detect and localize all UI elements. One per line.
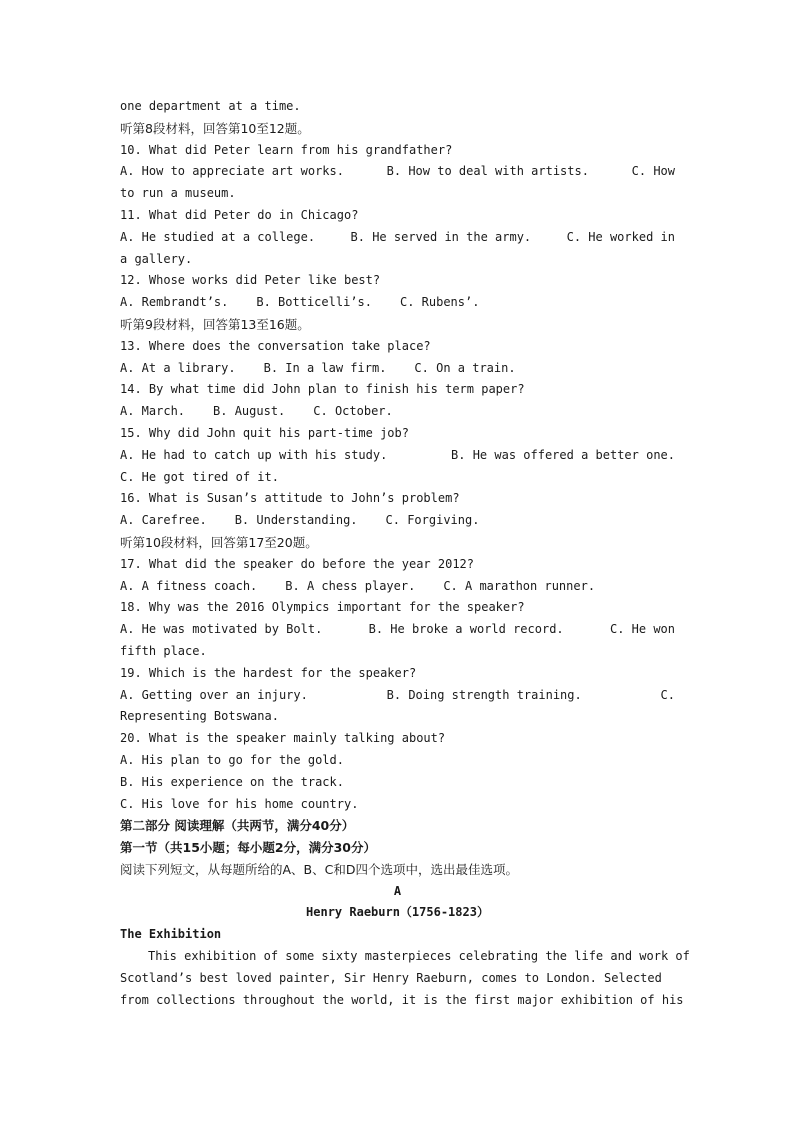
section-instruction: 听第10段材料，回答第17至20题。 bbox=[120, 534, 318, 550]
question-13-options bbox=[120, 358, 675, 380]
option-c-continued: to run a museum. bbox=[120, 186, 236, 201]
option-b: B. He broke a world record. bbox=[368, 622, 564, 637]
question-19: 19. Which is the hardest for the speaker? bbox=[120, 665, 417, 680]
option-a: A. How to appreciate art works. bbox=[120, 164, 344, 179]
question-14-options bbox=[120, 401, 675, 423]
option-b: B. His experience on the track. bbox=[120, 774, 344, 789]
passage-title: Henry Raeburn（1756-1823） bbox=[306, 905, 489, 920]
option-b: B. Doing strength training. bbox=[386, 687, 582, 702]
option-b: B. August. bbox=[213, 404, 286, 419]
paragraph-line: This exhibition of some sixty masterpieces celebrating the life and work of bbox=[148, 949, 690, 964]
question-15-options bbox=[120, 445, 675, 467]
paragraph-line: Scotland’s best loved painter, Sir Henry Raeburn, comes to London. Selected bbox=[120, 970, 662, 985]
question-11-options bbox=[120, 227, 675, 249]
question-18: 18. Why was the 2016 Olympics important for the speaker? bbox=[120, 600, 525, 615]
option-c-continued: a gallery. bbox=[120, 251, 193, 266]
question-12-options bbox=[120, 292, 675, 314]
option-c: C. A marathon runner. bbox=[443, 578, 596, 593]
question-17: 17. What did the speaker do before the year 2012? bbox=[120, 556, 475, 571]
option-c: C. He got tired of it. bbox=[120, 469, 279, 484]
option-c: C. He worked in bbox=[566, 229, 675, 244]
option-c-continued: fifth place. bbox=[120, 643, 207, 658]
option-c-continued: Representing Botswana. bbox=[120, 709, 279, 724]
option-c: C. Rubens’. bbox=[399, 295, 480, 310]
question-12: 12. Whose works did Peter like best? bbox=[120, 273, 381, 288]
option-b: B. Understanding. bbox=[234, 513, 358, 528]
question-16-options bbox=[120, 510, 675, 532]
paragraph-line: from collections throughout the world, it is the first major exhibition of his bbox=[120, 992, 684, 1007]
question-13: 13. Where does the conversation take place? bbox=[120, 338, 431, 353]
option-a: A. Getting over an injury. bbox=[120, 687, 308, 702]
section-instruction: 听第9段材料，回答第13至16题。 bbox=[120, 316, 310, 332]
option-c: C. Forgiving. bbox=[385, 513, 480, 528]
question-11: 11. What did Peter do in Chicago? bbox=[120, 207, 359, 222]
question-16: 16. What is Susan’s attitude to John’s problem? bbox=[120, 491, 460, 506]
option-c: C. His love for his home country. bbox=[120, 796, 359, 811]
question-20: 20. What is the speaker mainly talking about? bbox=[120, 731, 446, 746]
option-c: C. How bbox=[631, 164, 675, 179]
part-heading: 第二部分 阅读理解（共两节，满分40分） bbox=[120, 818, 355, 834]
question-17-options bbox=[120, 576, 675, 598]
option-b: B. A chess player. bbox=[285, 578, 416, 593]
option-a: A. He studied at a college. bbox=[120, 229, 316, 244]
option-a: A. Rembrandt’s. bbox=[120, 295, 229, 310]
option-a: A. March. bbox=[120, 404, 186, 419]
option-b: B. He served in the army. bbox=[350, 229, 532, 244]
section-heading: 第一节（共15小题；每小题2分，满分30分） bbox=[120, 840, 376, 856]
option-b: B. In a law firm. bbox=[263, 360, 387, 375]
option-a: A. Carefree. bbox=[120, 513, 207, 528]
exhibition-heading: The Exhibition bbox=[120, 927, 222, 942]
question-10-options bbox=[120, 161, 675, 183]
question-19-options bbox=[120, 685, 675, 707]
option-c: C. October. bbox=[313, 404, 393, 419]
page-content bbox=[120, 96, 690, 1011]
option-c: C. On a train. bbox=[414, 360, 516, 375]
option-a: A. He had to catch up with his study. bbox=[120, 447, 388, 462]
option-c: C. bbox=[660, 687, 675, 702]
reading-instruction: 阅读下列短文，从每题所给的A、B、C和D四个选项中，选出最佳选项。 bbox=[120, 861, 518, 877]
option-b: B. How to deal with artists. bbox=[386, 164, 589, 179]
option-a: A. A fitness coach. bbox=[120, 578, 258, 593]
option-b: B. Botticelli’s. bbox=[256, 295, 372, 310]
passage-letter: A bbox=[393, 883, 402, 898]
option-b: B. He was offered a better one. bbox=[451, 447, 675, 462]
option-a: A. He was motivated by Bolt. bbox=[120, 622, 323, 637]
question-10: 10. What did Peter learn from his grandfather? bbox=[120, 142, 453, 157]
text-line: one department at a time. bbox=[120, 99, 301, 113]
option-a: A. At a library. bbox=[120, 360, 236, 375]
section-instruction: 听第8段材料，回答第10至12题。 bbox=[120, 120, 310, 136]
question-18-options bbox=[120, 619, 675, 641]
option-c: C. He won bbox=[609, 622, 675, 637]
question-14: 14. By what time did John plan to finish his term paper? bbox=[120, 382, 525, 397]
question-15: 15. Why did John quit his part-time job? bbox=[120, 425, 409, 440]
option-a: A. His plan to go for the gold. bbox=[120, 752, 344, 767]
